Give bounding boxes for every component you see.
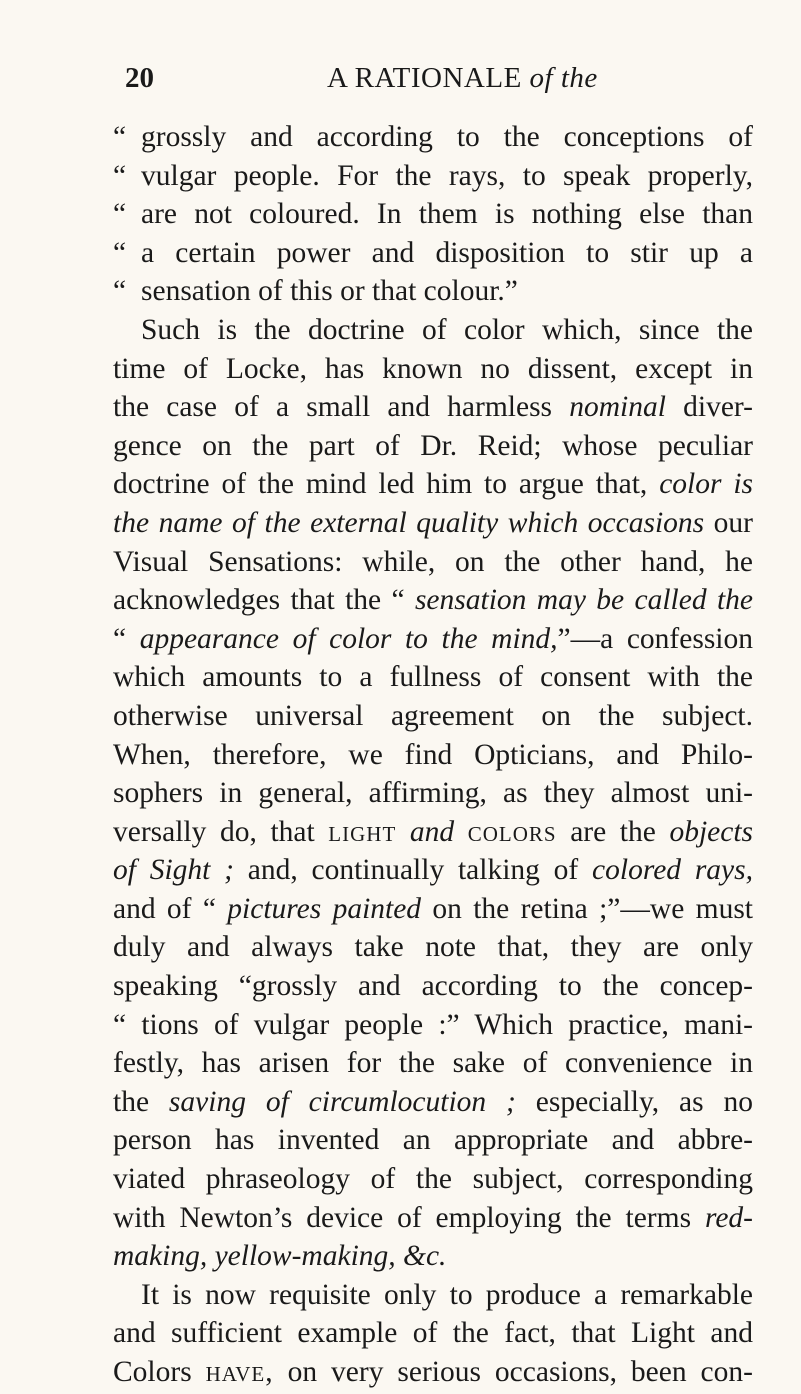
running-header (125, 62, 745, 102)
text-line: When, therefore, we find Opticians, and Philo- (113, 738, 753, 771)
text-line: the case of a small and harmless nominal diver- (113, 391, 753, 424)
text-line: which amounts to a fullness of consent with the (113, 661, 753, 694)
text-line: “ grossly and according to the conceptions of (113, 121, 753, 153)
running-title-caps: A RATIONALE (327, 62, 522, 94)
text-line: “ appearance of color to the mind,”—a confession (113, 622, 754, 655)
text-line: with Newton’s device of employing the terms red- (113, 1201, 753, 1234)
page-number: 20 (125, 62, 154, 94)
text-line: otherwise universal agreement on the subject. (113, 699, 753, 732)
text-line: Colors have, on very serious occasions, been con- (113, 1356, 753, 1388)
text-line: viated phraseology of the subject, corresponding (113, 1163, 753, 1196)
text-line: time of Locke, has known no dissent, except in (113, 352, 753, 385)
text-line: “ a certain power and disposition to stir up a (113, 236, 753, 269)
text-line: person has invented an appropriate and abbre- (113, 1124, 753, 1157)
text-line: It is now requisite only to produce a remarkable (141, 1278, 753, 1311)
text-line: “ tions of vulgar people :” Which practice, mani- (113, 1008, 753, 1041)
text-line: “ are not coloured. In them is nothing else than (113, 198, 753, 231)
text-line: Such is the doctrine of color which, since the (141, 313, 753, 346)
body-text (113, 118, 753, 1392)
text-line: making, yellow-making, &c. (113, 1240, 447, 1273)
running-title-italic: of the (529, 62, 598, 94)
text-line: “ vulgar people. For the rays, to speak properly, (113, 159, 753, 192)
text-line: and sufficient example of the fact, that Light and (113, 1317, 753, 1350)
text-line: festly, has arisen for the sake of convenience in (113, 1047, 753, 1080)
text-line: “ sensation of this or that colour.” (113, 275, 518, 308)
text-line: acknowledges that the “ sensation may be called the (113, 584, 753, 617)
text-line: and of “ pictures painted on the retina ;”—we must (113, 892, 753, 925)
text-line: Visual Sensations: while, on the other hand, he (113, 545, 753, 578)
text-line: doctrine of the mind led him to argue that, color is (113, 468, 754, 501)
running-title (327, 62, 598, 95)
text-line: versally do, that light and colors are the objects (113, 815, 753, 848)
text-line: gence on the part of Dr. Reid; whose peculiar (113, 429, 753, 462)
text-line: speaking “grossly and according to the concep- (113, 970, 753, 1003)
text-line: of Sight ; and, continually talking of colored rays, (113, 854, 754, 887)
text-line: duly and always take note that, they are only (113, 931, 753, 964)
text-line: the saving of circumlocution ; especially, as no (113, 1085, 753, 1118)
text-line: the name of the external quality which occasions our (113, 506, 753, 539)
text-line: sophers in general, affirming, as they almost uni- (113, 777, 753, 810)
